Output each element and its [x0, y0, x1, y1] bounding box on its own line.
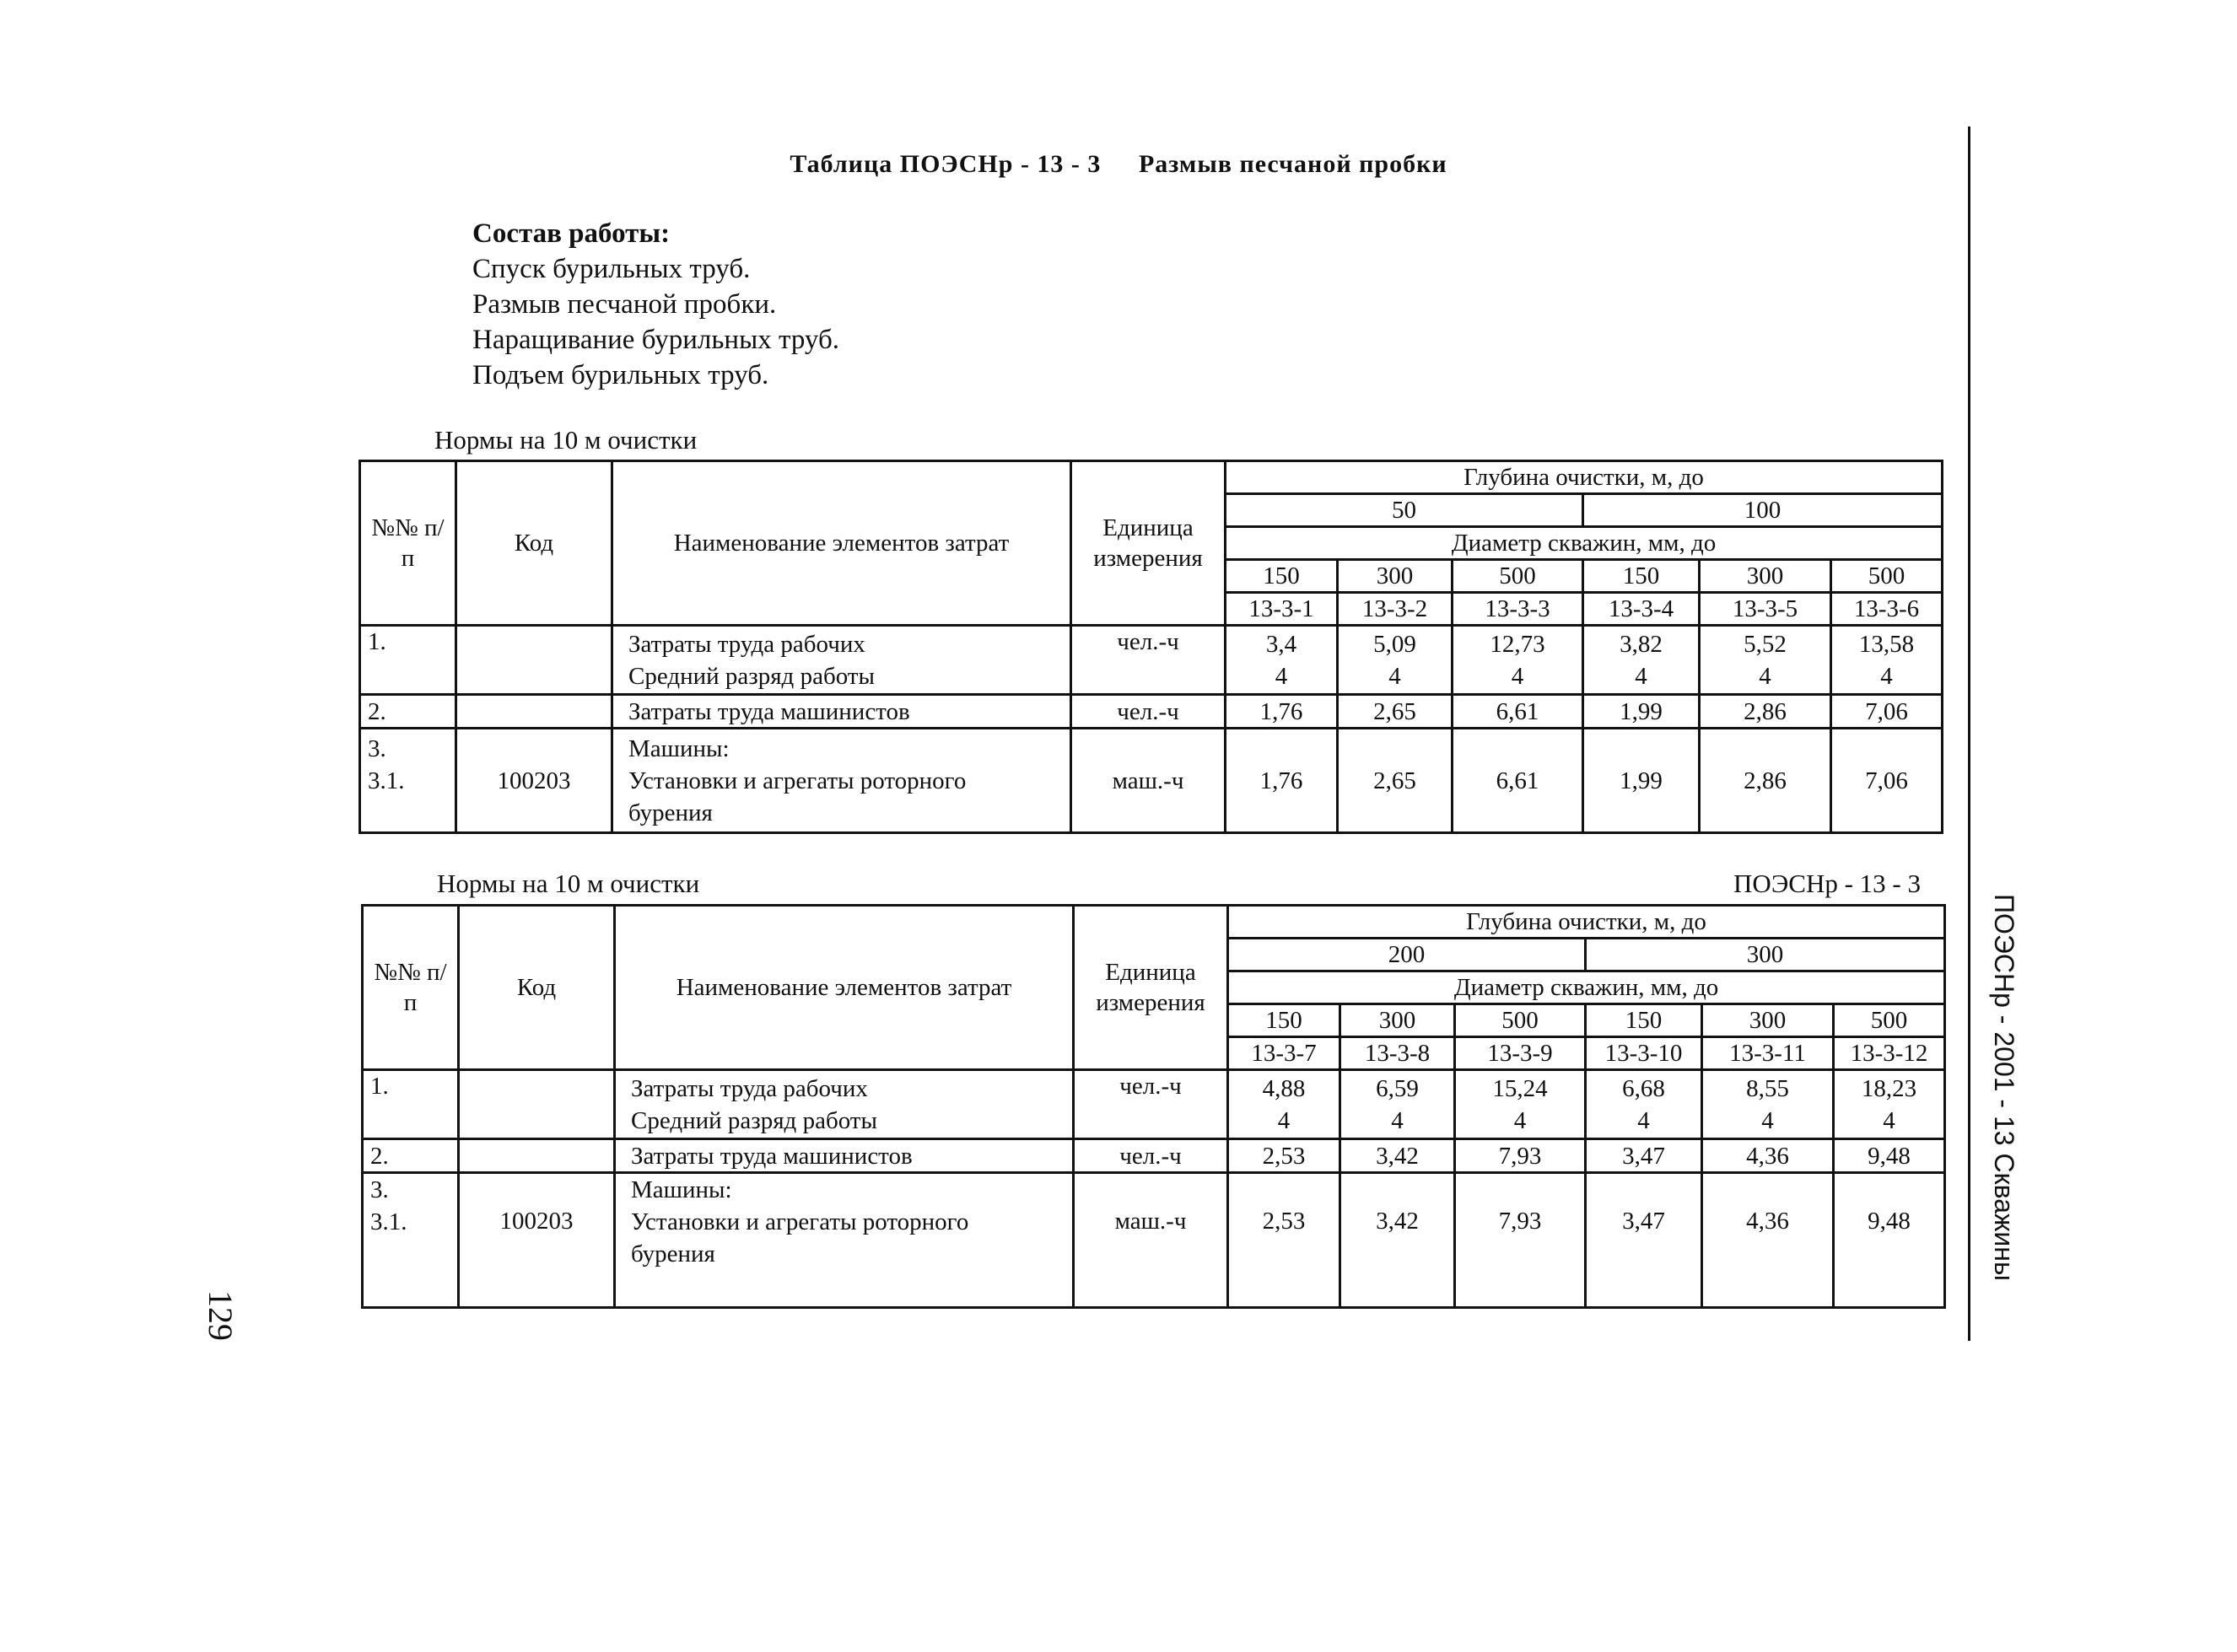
page-title [0, 150, 2237, 179]
row-code [459, 1139, 615, 1173]
grade-value: 4 [1275, 662, 1288, 690]
labor-value: 15,24 [1492, 1074, 1548, 1102]
header-code: Код [456, 461, 612, 626]
value-cell: 7,93 [1455, 1173, 1586, 1308]
value-cell [1340, 1070, 1455, 1139]
row-name-line: Затраты труда рабочих [631, 1074, 868, 1102]
header-norm-code: 13-3-10 [1586, 1037, 1702, 1070]
header-diameter-value: 150 [1586, 1004, 1702, 1037]
row-name [612, 626, 1071, 695]
value-cell: 3,42 [1340, 1139, 1455, 1173]
right-margin-rule [1968, 126, 1970, 1341]
labor-value: 18,23 [1861, 1074, 1917, 1102]
header-diameter-value: 500 [1834, 1004, 1945, 1037]
table-row [363, 1139, 1945, 1173]
work-step: Наращивание бурильных труб. [472, 325, 839, 355]
norms-table-1 [358, 460, 1943, 834]
labor-value: 3,4 [1265, 630, 1297, 658]
value-cell [1455, 1070, 1586, 1139]
grade-value: 4 [1883, 1106, 1895, 1134]
row-name-line: Установки и агрегаты роторного [631, 1208, 969, 1235]
value-cell: 1,99 [1583, 695, 1700, 729]
value-cell: 2,86 [1700, 695, 1831, 729]
value-cell [1702, 1070, 1834, 1139]
grade-value: 4 [1635, 662, 1647, 690]
value-cell: 1,99 [1583, 729, 1700, 833]
value-cell: 3,42 [1340, 1173, 1455, 1308]
row-name-line: Машины: [631, 1176, 732, 1203]
labor-value: 6,68 [1622, 1074, 1665, 1102]
grade-value: 4 [1761, 1106, 1774, 1134]
labor-value: 3,82 [1620, 630, 1663, 658]
labor-value: 5,09 [1373, 630, 1416, 658]
page-number: 129 [202, 1290, 240, 1341]
header-diameter-value: 500 [1453, 560, 1583, 593]
header-norm-code: 13-3-4 [1583, 593, 1700, 626]
table2-caption: Нормы на 10 м очистки [437, 869, 700, 898]
header-depth: Глубина очистки, м, до [1228, 906, 1945, 939]
value-cell [1831, 626, 1943, 695]
header-unit: Единица измерения [1074, 906, 1228, 1070]
value-cell [1338, 626, 1453, 695]
row-num-line: 3.1. [368, 767, 405, 794]
title-main: Таблица ПОЭСНр - 13 - 3 [790, 150, 1102, 178]
row-code: 100203 [459, 1173, 615, 1308]
row-num-line: 3.1. [370, 1208, 407, 1235]
value-cell: 9,48 [1834, 1173, 1945, 1308]
row-code: 100203 [456, 729, 612, 833]
value-cell: 6,61 [1453, 729, 1583, 833]
row-num-line: 3. [368, 735, 386, 762]
header-depth-value: 50 [1226, 494, 1583, 527]
header-norm-code: 13-3-9 [1455, 1037, 1586, 1070]
value-cell: 1,76 [1226, 729, 1338, 833]
header-diameter: Диаметр скважин, мм, до [1226, 527, 1943, 560]
value-cell: 2,53 [1228, 1139, 1340, 1173]
value-cell: 3,47 [1586, 1173, 1702, 1308]
value-cell: 7,93 [1455, 1139, 1586, 1173]
header-num: №№ п/п [360, 461, 456, 626]
row-num: 1. [360, 626, 456, 695]
table1-caption: Нормы на 10 м очистки [434, 425, 698, 455]
value-cell [1226, 626, 1338, 695]
labor-value: 8,55 [1746, 1074, 1789, 1102]
norms-table-2 [361, 904, 1946, 1309]
labor-value: 6,59 [1376, 1074, 1419, 1102]
labor-value: 5,52 [1744, 630, 1787, 658]
labor-value: 13,58 [1858, 630, 1915, 658]
value-cell: 7,06 [1831, 729, 1943, 833]
row-name-line: Средний разряд работы [628, 662, 875, 690]
labor-value: 4,88 [1262, 1074, 1306, 1102]
labor-value: 12,73 [1490, 630, 1545, 658]
header-diameter-value: 300 [1340, 1004, 1455, 1037]
row-name [615, 1173, 1074, 1308]
row-code [456, 695, 612, 729]
row-num-line: 3. [370, 1176, 389, 1203]
row-unit: чел.-ч [1071, 695, 1226, 729]
header-depth-value: 200 [1228, 939, 1586, 971]
header-norm-code: 13-3-8 [1340, 1037, 1455, 1070]
row-unit: чел.-ч [1074, 1139, 1228, 1173]
header-name: Наименование элементов затрат [615, 906, 1074, 1070]
value-cell: 2,65 [1338, 695, 1453, 729]
side-running-header: ПОЭСНр - 2001 - 13 Скважины [1989, 894, 2019, 1281]
header-norm-code: 13-3-11 [1702, 1037, 1834, 1070]
header-diameter-value: 300 [1702, 1004, 1834, 1037]
header-diameter: Диаметр скважин, мм, до [1228, 971, 1945, 1004]
row-name-line: Средний разряд работы [631, 1106, 877, 1134]
header-depth-value: 300 [1586, 939, 1945, 971]
row-name-line: бурения [631, 1240, 715, 1267]
value-cell [1834, 1070, 1945, 1139]
row-name-line: бурения [628, 799, 713, 826]
row-name: Затраты труда машинистов [615, 1139, 1074, 1173]
grade-value: 4 [1880, 662, 1893, 690]
header-diameter-value: 300 [1700, 560, 1831, 593]
grade-value: 4 [1391, 1106, 1404, 1134]
value-cell: 6,61 [1453, 695, 1583, 729]
header-diameter-value: 300 [1338, 560, 1453, 593]
value-cell [1586, 1070, 1702, 1139]
work-step: Спуск бурильных труб. [472, 254, 751, 284]
value-cell [1228, 1070, 1340, 1139]
work-heading: Состав работы: [472, 218, 671, 249]
row-num: 1. [363, 1070, 459, 1139]
row-name-line: Машины: [628, 735, 730, 762]
header-norm-code: 13-3-5 [1700, 593, 1831, 626]
title-sub: Размыв песчаной пробки [1138, 150, 1447, 178]
row-num [360, 729, 456, 833]
row-code [459, 1070, 615, 1139]
value-cell: 3,47 [1586, 1139, 1702, 1173]
header-depth-value: 100 [1583, 494, 1943, 527]
header-norm-code: 13-3-3 [1453, 593, 1583, 626]
value-cell: 2,65 [1338, 729, 1453, 833]
header-num: №№ п/п [363, 906, 459, 1070]
grade-value: 4 [1759, 662, 1771, 690]
work-step: Размыв песчаной пробки. [472, 289, 777, 320]
header-norm-code: 13-3-7 [1228, 1037, 1340, 1070]
row-name: Затраты труда машинистов [612, 695, 1071, 729]
row-code [456, 626, 612, 695]
header-norm-code: 13-3-12 [1834, 1037, 1945, 1070]
value-cell [1700, 626, 1831, 695]
row-name [612, 729, 1071, 833]
row-name [615, 1070, 1074, 1139]
header-norm-code: 13-3-1 [1226, 593, 1338, 626]
header-name: Наименование элементов затрат [612, 461, 1071, 626]
grade-value: 4 [1637, 1106, 1650, 1134]
row-unit: чел.-ч [1071, 626, 1226, 695]
header-diameter-value: 500 [1831, 560, 1943, 593]
table2-code-caption: ПОЭСНр - 13 - 3 [1733, 869, 1921, 898]
header-diameter-value: 150 [1583, 560, 1700, 593]
value-cell [1453, 626, 1583, 695]
header-code: Код [459, 906, 615, 1070]
header-norm-code: 13-3-6 [1831, 593, 1943, 626]
table-row [360, 695, 1943, 729]
value-cell: 2,53 [1228, 1173, 1340, 1308]
value-cell: 4,36 [1702, 1139, 1834, 1173]
row-num: 2. [363, 1139, 459, 1173]
row-name-line: Установки и агрегаты роторного [628, 767, 967, 794]
row-name-line: Затраты труда рабочих [628, 630, 865, 658]
grade-value: 4 [1277, 1106, 1291, 1134]
header-depth: Глубина очистки, м, до [1226, 461, 1943, 494]
grade-value: 4 [1388, 662, 1401, 690]
header-unit: Единица измерения [1071, 461, 1226, 626]
value-cell: 2,86 [1700, 729, 1831, 833]
table-row [363, 1070, 1945, 1139]
row-unit: маш.-ч [1071, 729, 1226, 833]
table-row [363, 1173, 1945, 1308]
table-row [360, 729, 1943, 833]
row-unit: маш.-ч [1074, 1173, 1228, 1308]
row-num [363, 1173, 459, 1308]
header-diameter-value: 500 [1455, 1004, 1586, 1037]
value-cell: 1,76 [1226, 695, 1338, 729]
grade-value: 4 [1511, 662, 1524, 690]
header-diameter-value: 150 [1228, 1004, 1340, 1037]
table-row [360, 626, 1943, 695]
grade-value: 4 [1513, 1106, 1527, 1134]
header-diameter-value: 150 [1226, 560, 1338, 593]
work-composition [472, 216, 839, 393]
value-cell: 7,06 [1831, 695, 1943, 729]
value-cell [1583, 626, 1700, 695]
row-unit: чел.-ч [1074, 1070, 1228, 1139]
value-cell: 4,36 [1702, 1173, 1834, 1308]
work-step: Подъем бурильных труб. [472, 360, 769, 390]
row-num: 2. [360, 695, 456, 729]
header-norm-code: 13-3-2 [1338, 593, 1453, 626]
value-cell: 9,48 [1834, 1139, 1945, 1173]
